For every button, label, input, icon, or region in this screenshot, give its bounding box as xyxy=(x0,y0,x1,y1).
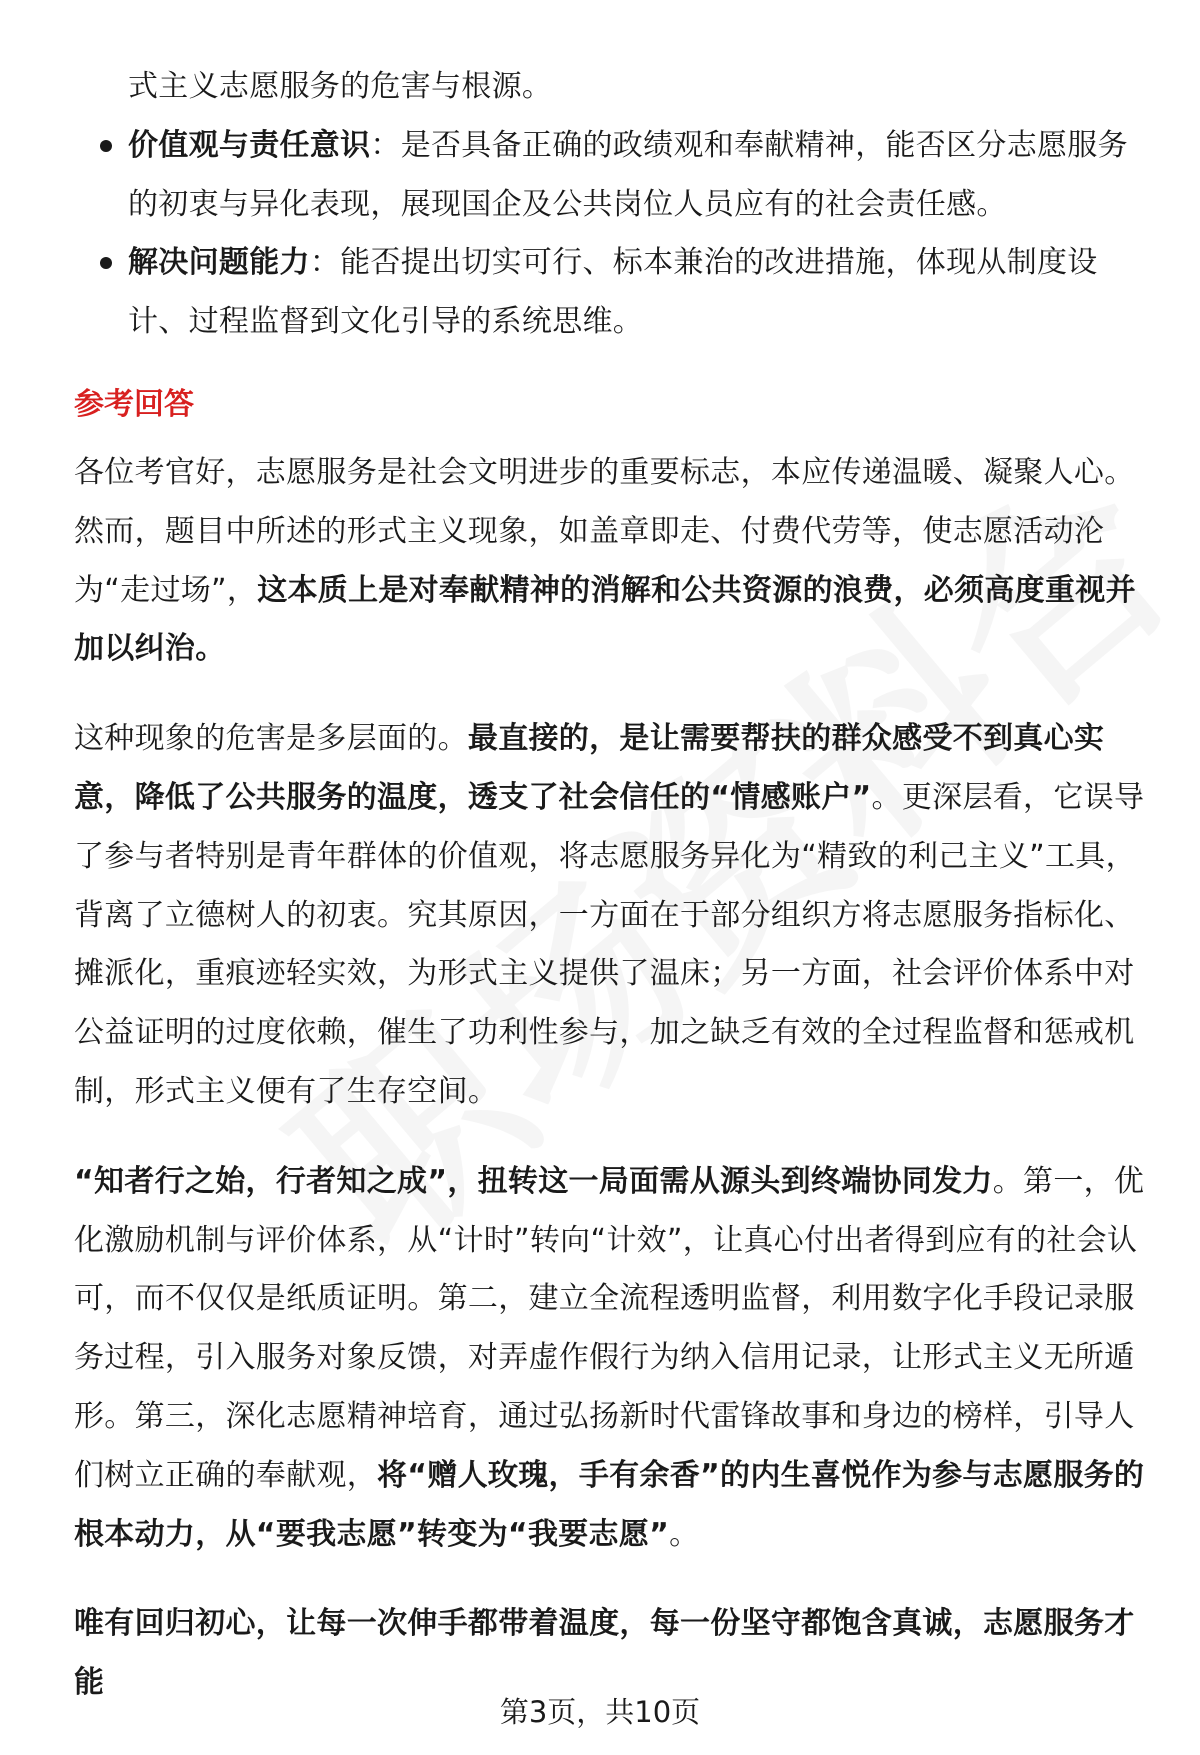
paragraph-emphasis: “知者行之始，行者知之成”，扭转这一局面需从源头到终端协同发力 xyxy=(74,1163,993,1199)
criteria-term: 解决问题能力 xyxy=(128,245,310,281)
paragraph-text: 。 xyxy=(669,1516,700,1552)
criteria-item-problem-solving xyxy=(74,234,1146,352)
page-number: 第3页，共10页 xyxy=(499,1695,701,1729)
criteria-text: ：是否具备正确的政绩观和奉献精神，能否区分志愿服务的初衷与异化表现，展现国企及公共岗位人员应有的社会责任感。 xyxy=(128,127,1128,222)
answer-paragraph-1 xyxy=(74,444,1146,679)
paragraph-emphasis: 将“赠人玫瑰，手有余香”的内生喜悦作为参与志愿服务的根本动力，从“要我志愿”转变为“我要志愿” xyxy=(74,1457,1145,1552)
document-page xyxy=(74,58,1146,1713)
reference-answer-heading: 参考回答 xyxy=(74,386,194,422)
paragraph-emphasis: 这本质上是对奉献精神的消解和公共资源的浪费，必须高度重视并加以纠治。 xyxy=(74,572,1136,667)
intro-continuation: 式主义志愿服务的危害与根源。 xyxy=(128,69,553,104)
answer-paragraph-4: 唯有回归初心，让每一次伸手都带着温度，每一份坚守都饱含真诚，志愿服务才能 xyxy=(74,1606,1135,1701)
bullet-icon xyxy=(100,140,112,152)
paragraph-text: 这种现象的危害是多层面的。 xyxy=(74,721,468,757)
paragraph-text: 各位考官好，志愿服务是社会文明进步的重要标志，本应传递温暖、凝聚人心。然而，题目中所述的形式主义现象，如盖章即走、付费代劳等，使志愿活动沦为“走过场”， xyxy=(74,454,1135,608)
answer-paragraph-3 xyxy=(74,1153,1146,1565)
criteria-item-values xyxy=(74,117,1146,235)
paragraph-text: 。更深层看，它误导了参与者特别是青年群体的价值观，将志愿服务异化为“精致的利己主义”工具，背离了立德树人的初衷。究其原因，一方面在于部分组织方将志愿服务指标化、摊派化，重痕迹轻实效，为形式主义提供了温床；另一方面，社会评价体系中对公益证明的过度依赖，催生了功利性参与，加之缺乏有效的全过程监督和惩戒机制，形式主义便有了生存空间。 xyxy=(74,779,1145,1109)
paragraph-text: 。第一，优化激励机制与评价体系，从“计时”转向“计效”，让真心付出者得到应有的社会认可，而不仅仅是纸质证明。第二，建立全流程透明监督，利用数字化手段记录服务过程，引入服务对象反馈，对弄虚作假行为纳入信用记录，让形式主义无所遁形。第三，深化志愿精神培育，通过弘扬新时代雷锋故事和身边的榜样，引导人们树立正确的奉献观， xyxy=(74,1163,1145,1493)
criteria-term: 价值观与责任意识 xyxy=(128,127,371,163)
criteria-text: ：能否提出切实可行、标本兼治的改进措施，体现从制度设计、过程监督到文化引导的系统思维。 xyxy=(128,245,1098,340)
bullet-icon xyxy=(100,257,112,269)
answer-paragraph-2 xyxy=(74,710,1146,1122)
paragraph-emphasis: 最直接的，是让需要帮扶的群众感受不到真心实意，降低了公共服务的温度，透支了社会信任的“情感账户” xyxy=(74,721,1105,815)
